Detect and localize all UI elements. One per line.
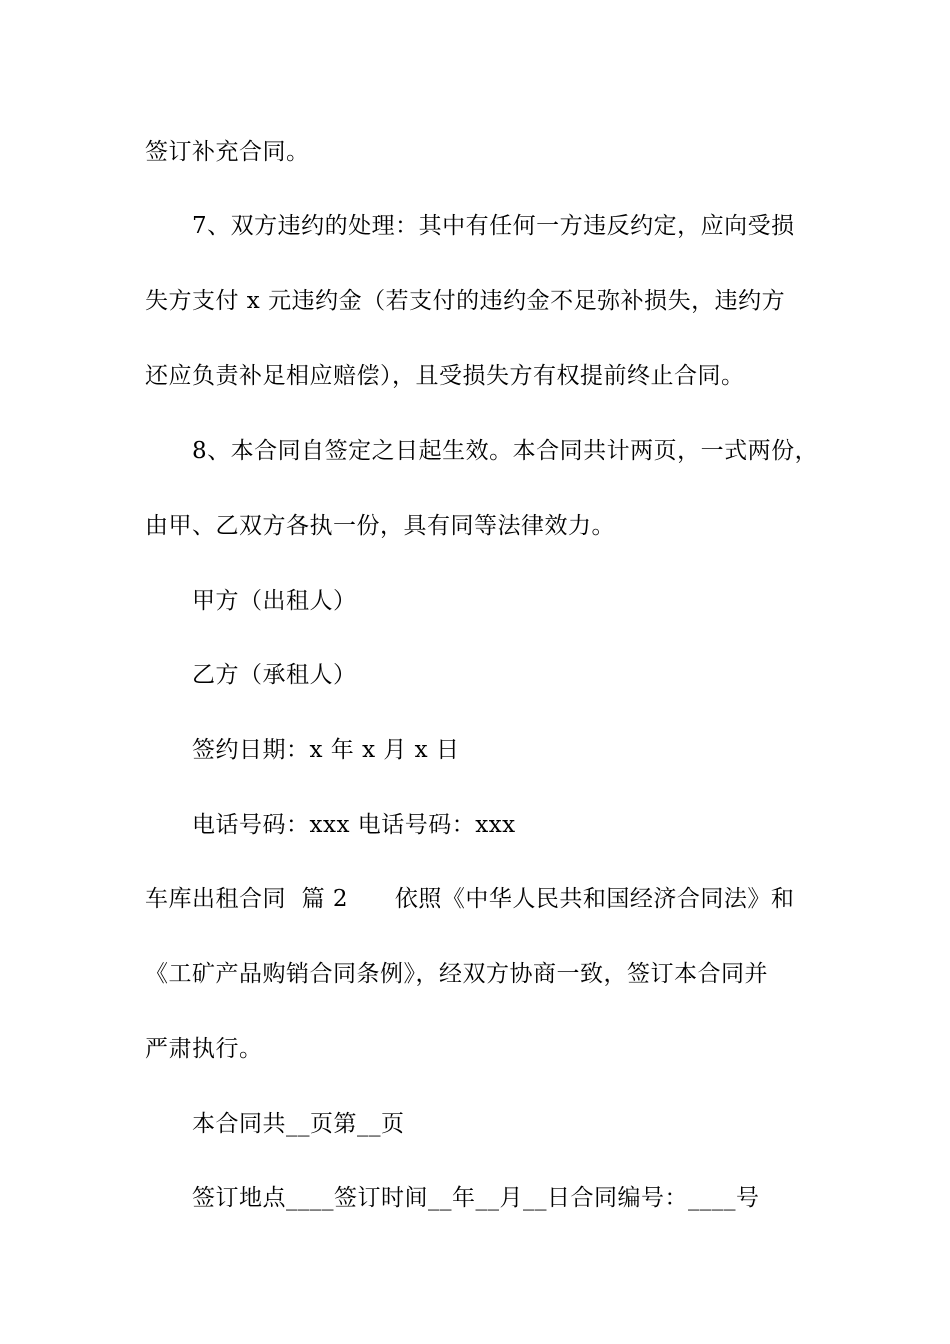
clause-7-line-1: 7、双方违约的处理：其中有任何一方违反约定，应向受损: [192, 213, 795, 239]
section-2-line-3: 严肃执行。: [145, 1036, 263, 1062]
party-a-label: 甲方（出租人）: [192, 588, 357, 614]
clause-8-line-1: 8、本合同自签定之日起生效。本合同共计两页，一式两份，: [192, 438, 819, 464]
clause-8-line-2: 由甲、乙双方各执一份，具有同等法律效力。: [145, 513, 615, 539]
text-line-1: 签订补充合同。: [145, 139, 310, 165]
signing-date: 签约日期：x 年 x 月 x 日: [192, 737, 460, 763]
signing-place-line: 签订地点____签订时间__年__月__日合同编号：____号: [192, 1185, 760, 1211]
clause-7-line-3: 还应负责补足相应赔偿），且受损失方有权提前终止合同。: [145, 363, 745, 389]
clause-7-line-2: 失方支付 x 元违约金（若支付的违约金不足弥补损失，违约方: [145, 288, 786, 314]
section-2-line-2: 《工矿产品购销合同条例》，经双方协商一致，签订本合同并: [145, 961, 768, 987]
page-count-line: 本合同共__页第__页: [192, 1111, 405, 1137]
party-b-label: 乙方（承租人）: [192, 662, 357, 688]
section-2-heading-line: 车库出租合同 篇 2 依照《中华人民共和国经济合同法》和: [145, 886, 795, 912]
phone-numbers: 电话号码：xxx 电话号码：xxx: [192, 812, 516, 838]
